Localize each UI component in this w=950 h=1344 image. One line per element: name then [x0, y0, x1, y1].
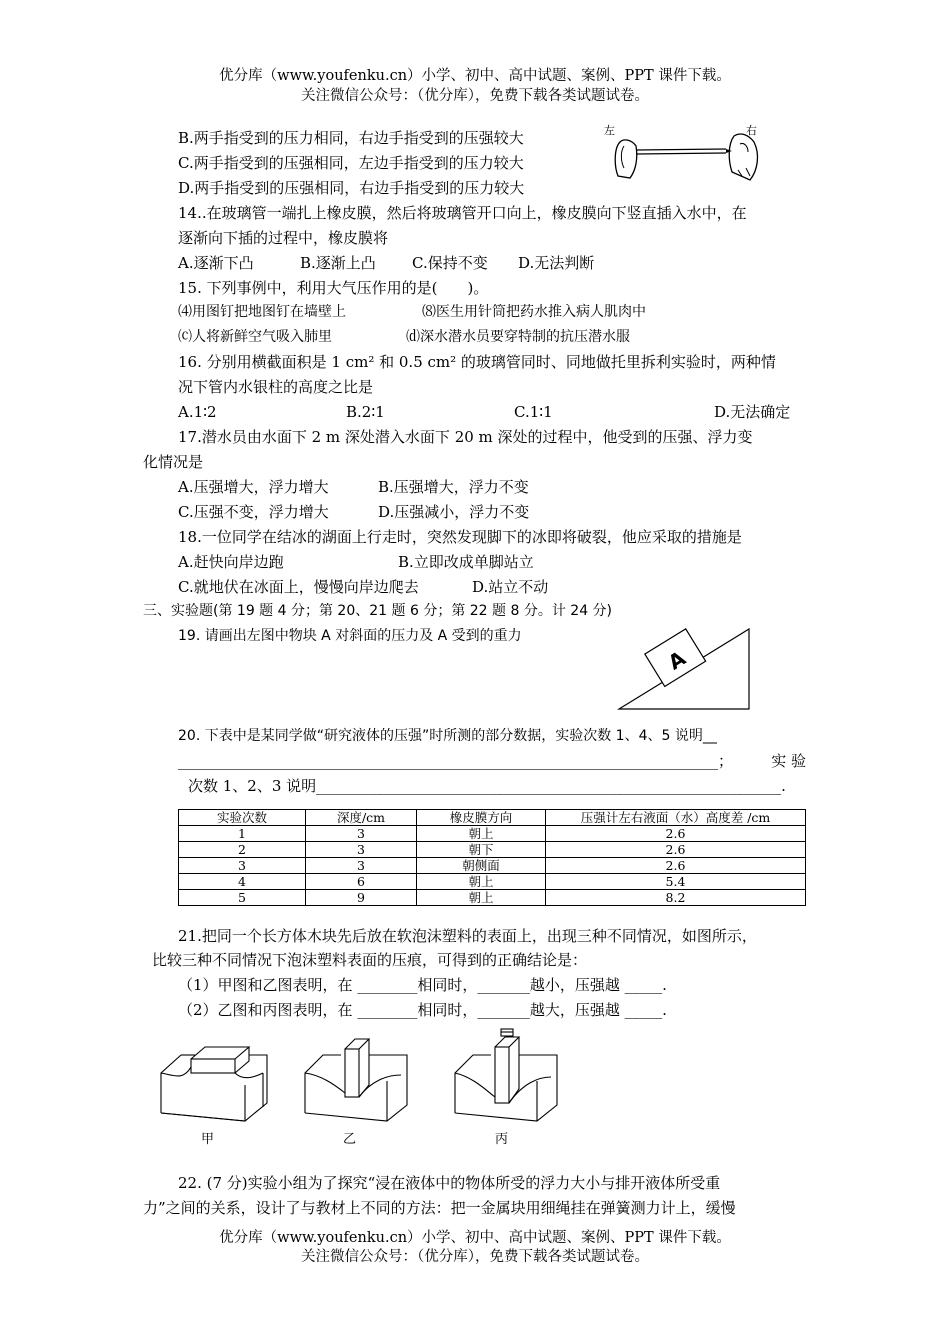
q15-option-b: ⑻医生用针筒把药水推入病人肌肉中: [422, 304, 646, 320]
fig-label-bing: 丙: [495, 1132, 509, 1147]
q20-line2-end: 实 验: [771, 752, 806, 770]
q14-option-a: A.逐渐下凸: [178, 254, 254, 272]
q17-option-d: D.压强减小，浮力不变: [378, 503, 530, 521]
q15-option-d: ⒟深水潜水员要穿特制的抗压潜水服: [406, 329, 630, 345]
table-row: [179, 826, 806, 842]
q22-line1: 22. (7 分)实验小组为了探究“浸在液体中的物体所受的浮力大小与排开液体所受重: [178, 1174, 721, 1192]
foam-figure-yi: [305, 1039, 407, 1121]
q21-item1: （1）甲图和乙图表明，在 ________相同时，_______越小，压强越 _____.: [178, 976, 667, 994]
table-header-row: [179, 810, 806, 826]
q18-option-b: B.立即改成单脚站立: [398, 553, 534, 571]
table-cell: 5.4: [546, 874, 806, 890]
q14-option-c: C.保持不变: [412, 254, 488, 272]
q21-stem-line1: 21.把同一个长方体木块先后放在软泡沫塑料的表面上，出现三种不同情况，如图所示，: [178, 927, 757, 945]
table-cell: 朝上: [417, 826, 546, 842]
section-3-title: 三、实验题(第 19 题 4 分；第 20、21 题 6 分；第 22 题 8 分。计 24 分): [143, 603, 613, 619]
table-cell: 3: [306, 826, 417, 842]
table-cell: 3: [306, 842, 417, 858]
q15-stem: 15. 下列事例中，利用大气压作用的是( )。: [178, 279, 489, 297]
page-footer-line1: 优分库（www.youfenku.cn）小学、初中、高中试题、案例、PPT 课件下载。: [219, 1230, 731, 1246]
table-cell: 2.6: [546, 842, 806, 858]
q16-option-d: D.无法确定: [714, 403, 791, 421]
table-cell: 朝侧面: [417, 858, 546, 874]
q14-stem-line1: 14..在玻璃管一端扎上橡皮膜，然后将玻璃管开口向上，橡皮膜向下竖直插入水中，在: [178, 204, 747, 222]
table-header-cell: 橡皮膜方向: [417, 810, 546, 826]
table-header-cell: 实验次数: [179, 810, 306, 826]
table-row: [179, 842, 806, 858]
table-cell: 2.6: [546, 858, 806, 874]
q14-option-d: D.无法判断: [518, 254, 595, 272]
table-header-cell: 压强计左右液面（水）高度差 /cm: [546, 810, 806, 826]
q16-stem-line2: 况下管内水银柱的高度之比是: [178, 378, 374, 396]
table-cell: 9: [306, 890, 417, 906]
q18-option-a: A.赶快向岸边跑: [178, 553, 284, 571]
table-cell: 1: [179, 826, 306, 842]
q17-option-b: B.压强增大，浮力不变: [378, 478, 529, 496]
table-cell: 6: [306, 874, 417, 890]
q20-line2-blank: ________________________________________________________________________；: [178, 752, 734, 770]
foam-figure-jia: [161, 1047, 267, 1121]
q16-option-c: C.1∶1: [514, 403, 553, 421]
fig-left-label: 左: [604, 124, 615, 137]
table-row: [179, 874, 806, 890]
q14-stem-line2: 逐渐向下插的过程中，橡皮膜将: [178, 229, 389, 247]
table-row: [179, 890, 806, 906]
table-cell: 2: [179, 842, 306, 858]
table-cell: 5: [179, 890, 306, 906]
q15-option-a: ⑷用图钉把地图钉在墙壁上: [178, 304, 346, 320]
table-cell: 3: [179, 858, 306, 874]
q21-stem-line2: 比较三种不同情况下泡沫塑料表面的压痕，可得到的正确结论是：: [152, 951, 588, 969]
incline-block-figure: [615, 625, 755, 715]
q13-option-c: C.两手指受到的压强相同，左边手指受到的压力较大: [178, 154, 524, 172]
foam-blocks-figure: [155, 1025, 575, 1150]
q16-option-b: B.2∶1: [346, 403, 385, 421]
q16-stem-line1: 16. 分别用横截面积是 1 cm² 和 0.5 cm² 的玻璃管同时、同地做托里拆利实验时，两种情: [178, 353, 776, 371]
fig-right-label: 右: [746, 124, 757, 137]
q15-option-c: ⒞人将新鲜空气吸入肺里: [178, 329, 332, 345]
q13-option-b: B.两手指受到的压力相同，右边手指受到的压强较大: [178, 129, 524, 147]
q17-stem-line1: 17.潜水员由水面下 2 m 深处潜入水面下 20 m 深处的过程中，他受到的压强、浮力变: [178, 428, 753, 446]
q21-item2: （2）乙图和丙图表明，在 ________相同时，_______越大，压强越 _____.: [178, 1001, 667, 1019]
table-cell: 朝下: [417, 842, 546, 858]
table-cell: 8.2: [546, 890, 806, 906]
q22-line2: 力”之间的关系，设计了与教材上不同的方法：把一金属块用细绳挂在弹簧测力计上，缓慢: [143, 1199, 736, 1217]
table-header-cell: 深度/cm: [306, 810, 417, 826]
q17-option-c: C.压强不变，浮力增大: [178, 503, 329, 521]
table-row: [179, 858, 806, 874]
q20-line3: 次数 1、2、3 说明______________________________________________________________.: [188, 777, 786, 795]
page-header-line2: 关注微信公众号：（优分库），免费下载各类试题试卷。: [301, 88, 649, 104]
q18-option-d: D.站立不动: [472, 578, 549, 596]
q20-line2: [178, 751, 806, 771]
table-cell: 4: [179, 874, 306, 890]
q18-option-c: C.就地伏在冰面上，慢慢向岸边爬去: [178, 578, 419, 596]
q18-stem: 18.一位同学在结冰的湖面上行走时，突然发现脚下的冰即将破裂，他应采取的措施是: [178, 528, 742, 546]
q16-option-a: A.1∶2: [178, 403, 217, 421]
q17-stem-line2: 化情况是: [143, 453, 204, 471]
table-cell: 3: [306, 858, 417, 874]
q20-data-table: [178, 809, 806, 906]
table-cell: 2.6: [546, 826, 806, 842]
table-cell: 朝上: [417, 890, 546, 906]
q14-option-b: B.逐渐上凸: [300, 254, 376, 272]
q20-stem-line1: 20. 下表中是某同学做“研究液体的压强”时所测的部分数据，实验次数 1、4、5 说明__: [178, 728, 717, 744]
q19-stem: 19. 请画出左图中物块 A 对斜面的压力及 A 受到的重力: [178, 628, 522, 644]
q13-option-d: D.两手指受到的压强相同，右边手指受到的压力较大: [178, 179, 525, 197]
fig-label-yi: 乙: [343, 1132, 357, 1147]
page-header-line1: 优分库（www.youfenku.cn）小学、初中、高中试题、案例、PPT 课件下载。: [219, 68, 731, 84]
page-footer-line2: 关注微信公众号：（优分库），免费下载各类试题试卷。: [301, 1249, 649, 1265]
table-cell: 朝上: [417, 874, 546, 890]
q17-option-a: A.压强增大，浮力增大: [178, 478, 329, 496]
block-a-label: A: [663, 645, 690, 675]
pencil-fingers-figure: [600, 118, 775, 188]
foam-figure-bing: [455, 1029, 557, 1121]
fig-label-jia: 甲: [201, 1132, 215, 1147]
